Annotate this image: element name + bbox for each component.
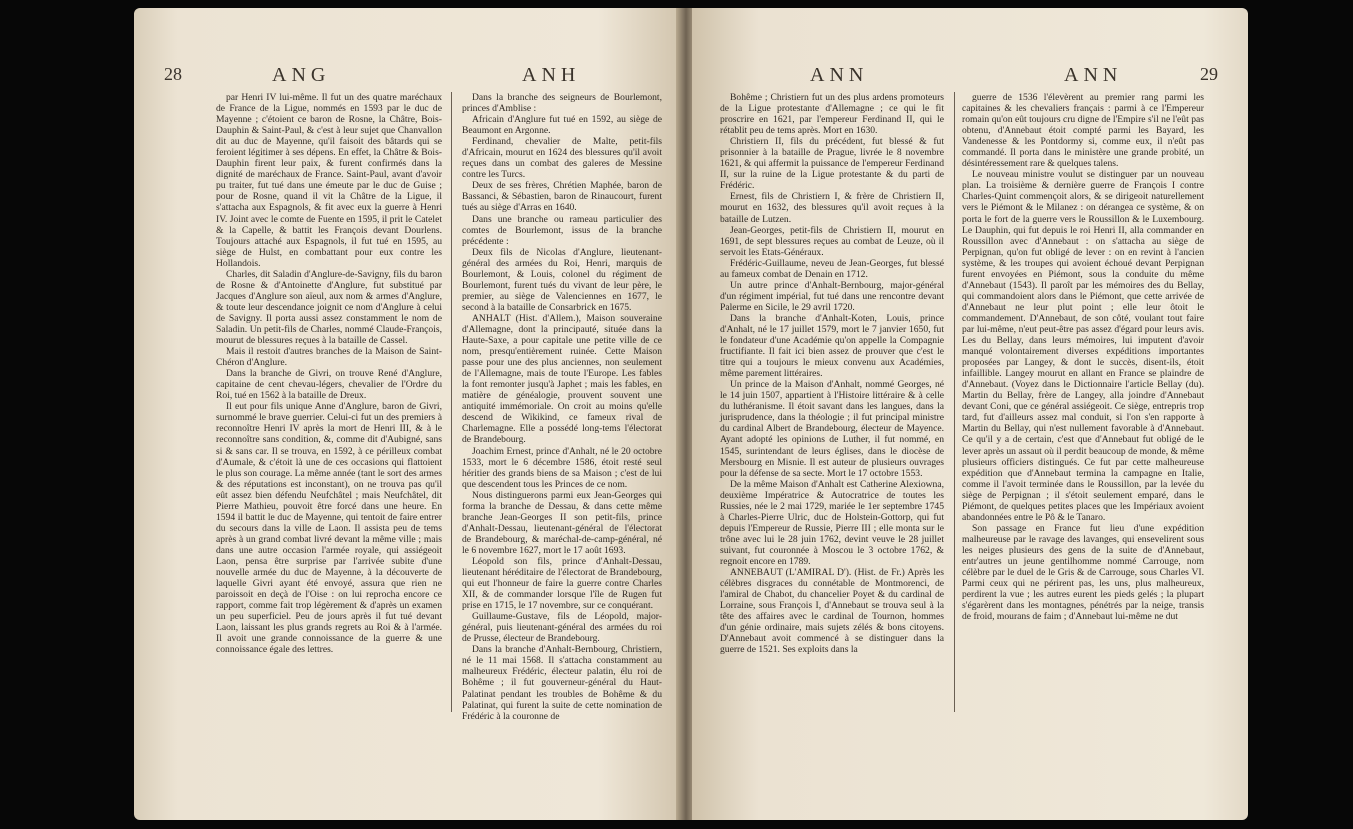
paragraph: Nous distinguerons parmi eux Jean-Georges qui forma la branche de Dessau, & dans cette même branche Jean-Georges II son petit-fils, prince d'Anhalt-Dessau, lieutenant-général de l'électorat de Brandebourg, & maréchal-de-camp-général, né le 6 novembre 1627, mort le 17 août 1693. <box>462 489 662 556</box>
paragraph: Un prince de la Maison d'Anhalt, nommé Georges, né le 14 juin 1507, appartient à l'Histoire littéraire & à celle du luthéranisme. Il étoit savant dans les langues, dans la jurisprudence, dans la théologie ; il fut principal ministre du cardinal Albert de Brandebourg, électeur de Mayence. Ayant adopté les opinions de Luther, il fut nommé, en 1545, surintendant de leurs églises, dans le diocèse de Mersbourg en Misnie. Il est auteur de plusieurs ouvrages pour la défense de sa secte. Mort le 17 octobre 1553. <box>720 379 944 479</box>
text-column <box>216 92 442 655</box>
paragraph: Dans la branche de Givri, on trouve René d'Anglure, capitaine de cent chevau-légers, chevalier de l'Ordre du Roi, tué en 1562 à la bataille de Dreux. <box>216 368 442 402</box>
paragraph: Charles, dit Saladin d'Anglure-de-Savigny, fils du baron de Rosne & d'Antoinette d'Anglure, fut substitué par Jacques d'Anglure son aïeul, aux nom & armes d'Anglure, & toute leur descendance joignit ce nom d'Anglure à celui de Savigny. Il porta aussi assez constamment le nom de Saladin. Un petit-fils de Charles, nommé Claude-François, mourut de blessures reçues à la bataille de Cassel. <box>216 268 442 347</box>
column-rule <box>954 92 955 712</box>
paragraph: Il eut pour fils unique Anne d'Anglure, baron de Givri, surnommé le brave guerrier. Celui-ci fut un des premiers à reconnoître Henri IV après la mort de Henri III, & à le reconnoître sans condition, &, comme dit d'Aubigné, sans si & sans car. Il se trouva, en 1592, à ce périlleux combat d'Aumale, & c'étoit là une de ces occasions qui flattoient le plus son courage. La même année (tant le sort des armes & des réputations est inconstant), on ne trouva pas qu'il eût assez bien défendu Neufchâtel ; mais Neufchâtel, dit Pierre Mathieu, pouvoit être forcé dans une heure. En 1594 il battit le duc de Mayenne, qui tentoit de faire entrer du secours dans la ville de Laon. Il assista peu de tems après à un grand combat livré devant la même ville ; mais dans une autre occasion l'armée royale, qui assiégeoit Laon, pensa être surprise par l'arrivée subite d'une nouvelle armée du duc de Mayenne, à la découverte de laquelle Givri ayant été envoyé, assura que rien ne paroissoit en deçà de l'Oise : on lui reprocha encore ce rapport, comme fait trop légèrement & d'après un examen un peu superficiel. Peu de jours après il fut tué devant Laon, laissant les plus grands regrets au Roi & à l'armée. Il avoit une grande connoissance de la guerre & une connoissance égale des lettres. <box>216 401 442 656</box>
page-number: 29 <box>1200 64 1218 84</box>
paragraph: Un autre prince d'Anhalt-Bernbourg, major-général d'un régiment impérial, fut tué dans une rencontre devant Palerme en Sicile, le 29 avril 1720. <box>720 279 944 313</box>
paragraph: guerre de 1536 l'élevèrent au premier rang parmi les capitaines & les chevaliers français : parmi à ce l'Empereur romain qu'on eût toujours cru digne de l'Empire s'il ne l'eût pas obtenu, d'Annebaut étoit compté parmi les Bayard, les Vandenesse & les Pontdormy si, comme eux, il n'eût pas commandé. Il porta dans le ministère une grande probité, un désintéressement rare & quelques talens. <box>962 92 1204 170</box>
running-head: ANH <box>522 64 581 86</box>
paragraph: Joachim Ernest, prince d'Anhalt, né le 20 octobre 1533, mort le 6 décembre 1586, étoit resté seul héritier des grands biens de sa Maison ; c'est de lui que descendent tous les Princes de ce nom. <box>462 445 662 490</box>
paragraph: Deux fils de Nicolas d'Anglure, lieutenant-général des armées du Roi, Henri, marquis de Bourlemont, & Louis, colonel du régiment de Bourlemont, furent tués du vivant de leur père, le premier, au siège de Valenciennes en 1677, le second à la bataille de Consarbrick en 1675. <box>462 246 662 313</box>
paragraph: Christiern II, fils du précédent, fut blessé & fut prisonnier à la bataille de Prague, livrée le 8 novembre 1621, & qui affermit la puissance de l'empereur Ferdinand II, sur la ruine de la Ligue protestante & du parti de Frédéric. <box>720 136 945 192</box>
text-column <box>462 92 662 722</box>
running-head: ANN <box>810 64 869 86</box>
paragraph: Guillaume-Gustave, fils de Léopold, major-général, puis lieutenant-général des armées du roi de Prusse, électeur de Brandebourg. <box>462 611 662 645</box>
paragraph: Dans une branche ou rameau particulier des comtes de Bourlemont, issus de la branche précédente : <box>462 213 662 247</box>
paragraph: De la même Maison d'Anhalt est Catherine Alexiowna, deuxième Impératrice & Autocratrice de toutes les Russies, née le 2 mai 1729, mariée le 1er septembre 1745 à Charles-Pierre Ulric, duc de Holstein-Gottorp, qui fut depuis l'Empereur de Russie, Pierre III ; elle monta sur le trône avec lui le 28 juin 1762, devint veuve le 28 juillet suivant, fut couronnée à Moscou le 3 octobre 1762, & regnoit encore en 1789. <box>720 478 944 567</box>
paragraph: Dans la branche des seigneurs de Bourlemont, princes d'Amblise : <box>462 92 662 115</box>
paragraph: Son passage en France fut lieu d'une expédition malheureuse par le ravage des lavanges, qui ensevelirent sous les neiges plusieurs des gens de la suite de d'Annebaut, entr'autres un jeune gentilhomme nommé Carrouge, nom célèbre par le duel de le Gris & de Carrouge, sous Charles VI. Parmi ceux qui ne périrent pas, les uns, plus malheureux, perdirent la vue ; les autres eurent les pieds gelés ; la plupart s'égarèrent dans les montagnes, pénétrés par la neige, transis de froid, mourans de faim ; d'Annebaut lui-même ne dut <box>962 522 1204 623</box>
paragraph: ANHALT (Hist. d'Allem.), Maison souveraine d'Allemagne, dont la principauté, située dans la Haute-Saxe, a pour capitale une petite ville de ce nom, presqu'entièrement ruinée. Cette Maison passe pour une des plus anciennes, non seulement de l'Allemagne, mais de toute l'Europe. Les fables la font remonter jusqu'à Japhet ; mais les fables, en matière de généalogie, prouvent souvent une antiquité immémoriale. On croit au moins qu'elle descend de Wikikind, ce fameux rival de Charlemagne. Elle a possédé long-tems l'électorat de Brandebourg. <box>462 312 662 446</box>
paragraph: ANNEBAUT (L'AMIRAL D'). (Hist. de Fr.) Après les célèbres disgraces du connétable de Montmorenci, de l'amiral de Chabot, du chancelier Poyet & du cardinal de Lorraine, sous François I, d'Annebaut se trouva seul à la tête des affaires avec le cardinal de Tournon, hommes d'un génie ordinaire, mais sujets zélés & bons citoyens. D'Annebaut avoit commencé à se distinguer dans la guerre de 1521. Ses exploits dans la <box>720 567 944 656</box>
running-head: ANN <box>1064 64 1123 86</box>
page-number: 28 <box>164 64 182 84</box>
paragraph: Ernest, fils de Christiern I, & frère de Christiern II, mourut en 1632, des blessures qu'il avoit reçues à la bataille de Lutzen. <box>720 191 944 225</box>
paragraph: Dans la branche d'Anhalt-Bernbourg, Christiern, né le 11 mai 1568. Il s'attacha constamment au malheureux Frédéric, électeur palatin, élu roi de Bohême ; il fut gouverneur-général du Haut-Palatinat pendant les troubles de Bohême & du Palatinat, qui furent la suite de cette nomination de Frédéric à la couronne de <box>462 644 662 722</box>
paragraph: Jean-Georges, petit-fils de Christiern II, mourut en 1691, de sept blessures reçues au combat de Leuze, où il servoit les Etats-Généraux. <box>720 224 944 258</box>
paragraph: Le nouveau ministre voulut se distinguer par un nouveau plan. La troisième & dernière guerre de François I contre Charles-Quint commençoit alors, & se dirigeoit naturellement vers le Piémont & le Milanez : on dérangea ce système, & on porta le fort de la guerre vers le Roussillon & le Luxembourg. Le Dauphin, qui fut depuis le roi Henri II, alla commander en Roussillon avec d'Annebaut : on s'attacha au siège de Perpignan, qu'on fut obligé de lever : on en revint à l'ancien système, & les troupes qui avoient échoué devant Perpignan furent envoyées en Piémont, sous la conduite du même d'Annebaut (1543). Il paroît par les mémoires des du Bellay, qui commandoient alors dans le Piémont, que cette arrivée de d'Annebaut ne leur plut point ; elle leur ôtoit le commandement. D'Annebaut, de son côté, voulant tout faire par lui-même, n'eut peut-être pas assez d'égard pour leurs avis. Les du Bellay, dans leurs mémoires, lui imputent d'avoir manqué volontairement diverses expéditions importantes proposées par Langey, & dont le succès, disent-ils, étoit infaillible. Langey mourut en allant en France se plaindre de d'Annebaut. (Voyez dans le Dictionnaire l'article Bellay (du). Martin du Bellay, frère de Langey, alla joindre d'Annebaut devant Coni, que ce général assiégeoit. Ce siège, entrepris trop tard, fut d'ailleurs assez mal conduit, si l'on s'en rapporte à Martin du Bellay, qui n'est nullement favorable à d'Annebaut. Ce qu'il y a de certain, c'est que d'Annebaut fut obligé de le lever après un assaut où il perdit beaucoup de monde, & même plusieurs officiers distingués. Ce fut par cette malheureuse expédition que d'Annebaut termina la campagne en Italie, comme il l'avoit terminée dans le Roussillon, par la levée du siège de Perpignan ; il s'étoit seulement emparé, dans le Piémont, de quelques petites places que les Impériaux avoient abandonnées entre le Pô & le Tanaro. <box>962 169 1204 523</box>
open-book <box>120 8 1248 826</box>
paragraph: Ferdinand, chevalier de Malte, petit-fils d'Africain, mourut en 1624 des blessures qu'il avoit reçues dans un combat des galeres de Messine contre les Turcs. <box>462 136 662 181</box>
text-column <box>962 92 1204 622</box>
paragraph: Dans la branche d'Anhalt-Koten, Louis, prince d'Anhalt, né le 17 juillet 1579, mort le 7 janvier 1650, fut le fondateur d'une Académie qu'on appelle la Compagnie fructifiante. Il fait ici bien assez de prouver que c'est le titre qui a toujours le mieux convenu aux Académies, même parement littéraires. <box>720 312 944 380</box>
paragraph: par Henri IV lui-même. Il fut un des quatre maréchaux de France de la Ligue, nommés en 1593 par le duc de Mayenne ; c'étoient ce baron de Rosne, la Châtre, Bois-Dauphin & Saint-Paul, & c'est à leur sujet que Chanvallon dit au duc de Mayenne, qu'il faisoit des bâtards qui se feroient légitimer à ses dépens. En effet, la Châtre & Bois-Dauphin firent leur paix, & furent confirmés dans la dignité de maréchaux de France. Saint-Paul, avant d'avoir pu traiter, fut tué dans une émeute par le duc de Guise ; pour de Rosne, quand il vit la Châtre de la Ligue, il s'attacha aux Espagnols, & fit avec eux la guerre à Henri IV. Joint avec le comte de Fuente en 1595, il prit le Catelet & la Capelle, & battit les François devant Dourlens. Toujours attaché aux Espagnols, il fut tué en 1595, au siège de Hulst, en combattant pour eux contre les Hollandois. <box>216 92 442 269</box>
text-column <box>720 92 944 655</box>
paragraph: Bohême ; Christiern fut un des plus ardens promoteurs de la Ligue protestante d'Allemagne ; ce qui le fit proscrire en 1621, par l'empereur Ferdinand II, qui le rétablit peu de tems après. Mort en 1630. <box>720 92 944 137</box>
paragraph: Léopold son fils, prince d'Anhalt-Dessau, lieutenant héréditaire de l'électorat de Brandebourg, qui eut l'honneur de faire la guerre contre Charles XII, & de commander lorsque l'île de Rugen fut prise en 1715, le 17 novembre, sur ce conquérant. <box>462 555 662 612</box>
column-rule <box>451 92 452 712</box>
paragraph: Frédéric-Guillaume, neveu de Jean-Georges, fut blessé au fameux combat de Denain en 1712. <box>720 257 944 280</box>
left-page <box>134 8 680 820</box>
running-head: ANG <box>272 64 331 86</box>
paragraph: Deux de ses frères, Chrétien Maphée, baron de Bassanci, & Sébastien, baron de Rinaucourt, furent tués au siège d'Arras en 1640. <box>462 180 662 214</box>
paragraph: Africain d'Anglure fut tué en 1592, au siège de Beaumont en Argonne. <box>462 114 662 137</box>
right-page <box>692 8 1248 820</box>
paragraph: Mais il restoit d'autres branches de la Maison de Saint-Chéron d'Anglure. <box>216 346 442 369</box>
